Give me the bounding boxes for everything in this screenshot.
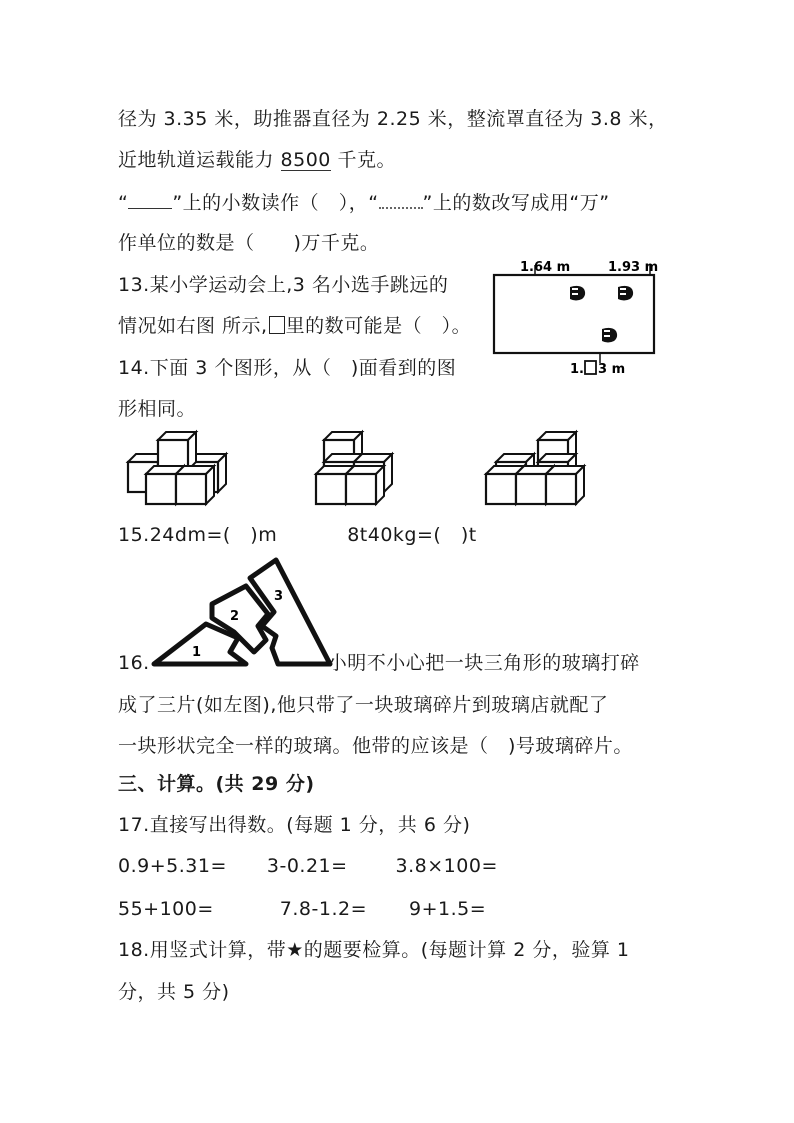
q17-expr-4: 55+100=	[118, 898, 214, 920]
q17-expr-2: 3-0.21=	[266, 855, 348, 877]
q12-line-3-c: ”上的数改写成用“万”	[422, 192, 610, 214]
q12-line-3	[118, 189, 610, 216]
q17-title: 17.直接写出得数。(每题 1 分，共 6 分)	[118, 814, 471, 836]
q16-line-2: 成了三片(如左图),他只带了一块玻璃碎片到玻璃店就配了	[118, 694, 609, 716]
q12-line-3-b: ”上的小数读作（ ），“	[172, 192, 379, 214]
unknown-digit-box	[585, 361, 596, 374]
q12-wavy-blank	[379, 189, 423, 209]
q16-line-1-text: 小明不小心把一块三角形的玻璃打碎	[327, 652, 640, 674]
footprint-2-icon	[618, 286, 633, 301]
q14-line-1: 14.下面 3 个图形，从（ )面看到的图	[118, 357, 457, 379]
q17-row-1	[118, 853, 498, 879]
q12-line-1: 径为 3.35 米，助推器直径为 2.25 米，整流罩直径为 3.8 米，	[118, 108, 668, 130]
piece-label-1: 1	[192, 645, 202, 660]
q16-number: 16.	[118, 652, 150, 674]
q13-line-2	[118, 313, 471, 339]
cube-figure-b	[316, 432, 392, 504]
q18-line-1: 18.用竖式计算，带★的题要检算。(每题计算 2 分，验算 1	[118, 939, 630, 961]
footprint-3-icon	[602, 328, 617, 343]
cube-figure-c	[486, 432, 584, 504]
q13-line-2-post: 里的数可能是（ ）。	[285, 315, 472, 337]
q14-line-2: 形相同。	[118, 398, 197, 420]
q15-part-a: 15.24dm=( )m	[118, 524, 278, 546]
glass-piece-3	[250, 560, 330, 664]
cube-figure-a	[128, 432, 226, 504]
label-1-x-3-pre: 1.	[570, 362, 584, 377]
q13-line-2-pre: 情况如右图 所示,	[118, 315, 268, 337]
q13-box-icon	[269, 316, 285, 334]
q16-line-3: 一块形状完全一样的玻璃。他带的应该是（ )号玻璃碎片。	[118, 735, 633, 757]
label-1-x-3-post: 3 m	[598, 362, 626, 377]
q17-expr-5: 7.8-1.2=	[279, 898, 368, 920]
q17-expr-6: 9+1.5=	[409, 898, 487, 920]
footprint-1-icon	[570, 286, 585, 301]
q13-line-1: 13.某小学运动会上,3 名小选手跳远的	[118, 274, 449, 296]
q12-number-8500: 8500	[280, 149, 331, 171]
q17-expr-3: 3.8×100=	[395, 855, 498, 877]
q12-line-2-post: 千克。	[330, 149, 396, 171]
q18-line-2: 分，共 5 分)	[118, 981, 230, 1003]
q15-part-b: 8t40kg=( )t	[347, 524, 477, 546]
label-1-64: 1.64 m	[520, 260, 571, 275]
section-3-heading: 三、计算。(共 29 分)	[118, 773, 315, 795]
q15-line	[118, 522, 477, 548]
q12-underline-blank	[128, 190, 172, 209]
q12-line-3-a: “	[118, 192, 129, 214]
q17-expr-1: 0.9+5.31=	[118, 855, 227, 877]
q17-row-2	[118, 896, 486, 922]
cube-figures	[120, 432, 590, 512]
q16-line-1	[118, 650, 640, 676]
q12-line-4: 作单位的数是（ )万千克。	[118, 232, 380, 254]
q12-line-2-pre: 近地轨道运载能力	[118, 149, 281, 171]
q12-line-2	[118, 147, 396, 173]
piece-label-3: 3	[274, 589, 284, 604]
piece-label-2: 2	[230, 609, 240, 624]
label-1-93: 1.93 m	[608, 260, 659, 275]
long-jump-figure	[490, 255, 670, 380]
